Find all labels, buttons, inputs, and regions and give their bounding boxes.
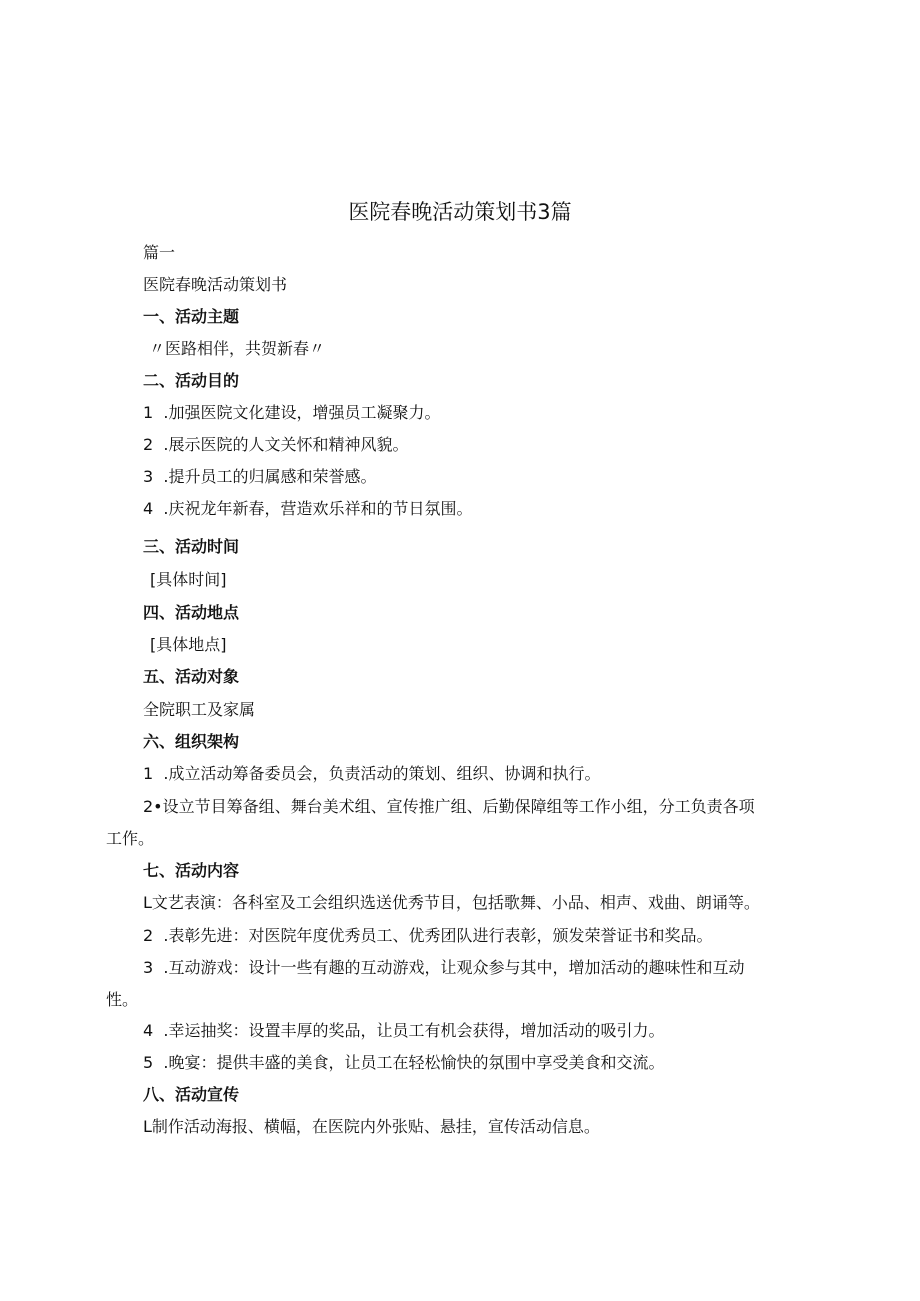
purpose-item: 4 .庆祝龙年新春，营造欢乐祥和的节日氛围。 bbox=[143, 499, 473, 518]
section-heading-location: 四、活动地点 bbox=[143, 603, 240, 622]
part-label: 篇一 bbox=[143, 243, 176, 262]
content-item: 5 .晚宴：提供丰盛的美食，让员工在轻松愉快的氛围中享受美食和交流。 bbox=[143, 1053, 665, 1072]
purpose-item: 1 .加强医院文化建设，增强员工凝聚力。 bbox=[143, 403, 441, 422]
document-title: 医院春晚活动策划书3篇 bbox=[348, 200, 572, 224]
section-heading-theme: 一、活动主题 bbox=[143, 307, 240, 326]
content-item: L文艺表演：各科室及工会组织选送优秀节目，包括歌舞、小品、相声、戏曲、朗诵等。 bbox=[143, 893, 760, 912]
purpose-item: 2 .展示医院的人文关怀和精神风貌。 bbox=[143, 435, 409, 454]
purpose-item: 3 .提升员工的归属感和荣誉感。 bbox=[143, 467, 377, 486]
section-heading-audience: 五、活动对象 bbox=[143, 667, 240, 686]
content-item: 3 .互动游戏：设计一些有趣的互动游戏，让观众参与其中，增加活动的趣味性和互动 bbox=[143, 958, 745, 977]
organization-item-continuation: 工作。 bbox=[106, 829, 155, 848]
content-item-continuation: 性。 bbox=[106, 990, 139, 1009]
promotion-item: L制作活动海报、横幅，在医院内外张贴、悬挂，宣传活动信息。 bbox=[143, 1117, 600, 1136]
content-item: 4 .幸运抽奖：设置丰厚的奖品，让员工有机会获得，增加活动的吸引力。 bbox=[143, 1021, 665, 1040]
section-heading-promotion: 八、活动宣传 bbox=[143, 1085, 240, 1104]
theme-text: 〃医路相伴，共贺新春〃 bbox=[149, 339, 326, 358]
section-heading-purpose: 二、活动目的 bbox=[143, 371, 240, 390]
document-subtitle: 医院春晚活动策划书 bbox=[143, 275, 288, 294]
location-placeholder: [具体地点] bbox=[150, 635, 227, 654]
organization-item: 1 .成立活动筹备委员会，负责活动的策划、组织、协调和执行。 bbox=[143, 764, 601, 783]
content-item: 2 .表彰先进：对医院年度优秀员工、优秀团队进行表彰，颁发荣誉证书和奖品。 bbox=[143, 926, 713, 945]
section-heading-time: 三、活动时间 bbox=[143, 537, 240, 556]
time-placeholder: [具体时间] bbox=[150, 570, 227, 589]
audience-text: 全院职工及家属 bbox=[143, 700, 256, 719]
section-heading-organization: 六、组织架构 bbox=[143, 732, 240, 751]
organization-item: 2•设立节目筹备组、舞台美术组、宣传推广组、后勤保障组等工作小组，分工负责各项 bbox=[143, 797, 755, 816]
section-heading-content: 七、活动内容 bbox=[143, 861, 240, 880]
